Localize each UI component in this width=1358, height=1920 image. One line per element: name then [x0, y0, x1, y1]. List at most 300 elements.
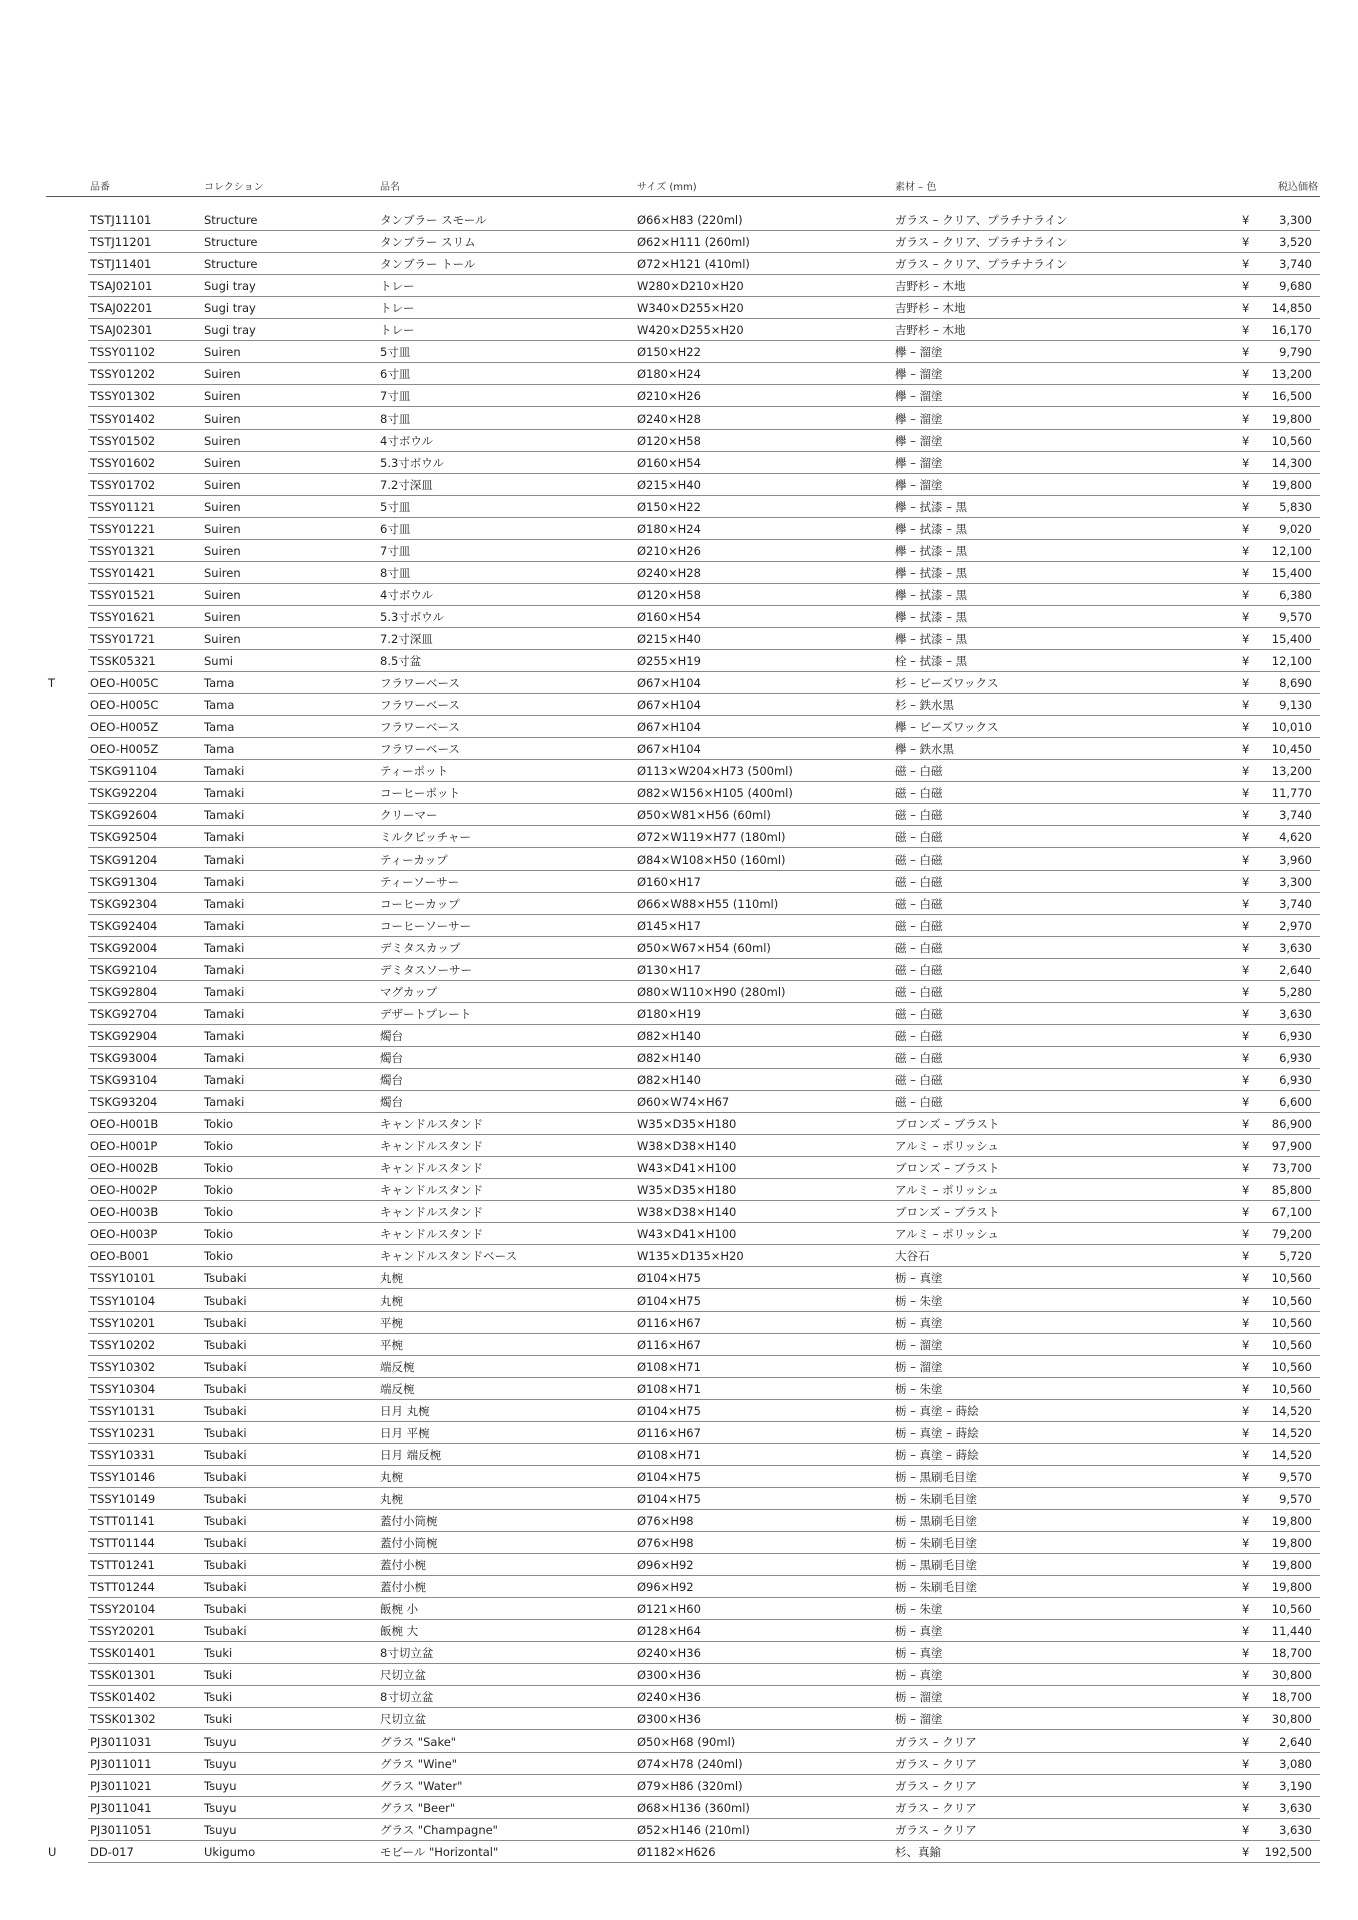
table-row	[46, 959, 1320, 981]
cell-size: Ø130×H17	[637, 962, 701, 977]
currency-symbol: ¥	[1242, 1668, 1250, 1683]
cell-name: 6寸皿	[380, 367, 411, 382]
currency-symbol: ¥	[1242, 1580, 1250, 1595]
cell-material: 磁 – 白磁	[895, 1073, 943, 1087]
cell-collection: Sugi tray	[204, 279, 256, 294]
currency-symbol: ¥	[1242, 1558, 1250, 1572]
cell-name: 4寸ボウル	[380, 587, 433, 602]
cell-name: 蓋付小椀	[380, 1580, 426, 1595]
cell-name: 日月 平椀	[380, 1425, 430, 1440]
cell-price: 97,900	[1271, 1139, 1312, 1154]
cell-price: 5,280	[1279, 984, 1312, 999]
cell-size: Ø67×H104	[637, 698, 701, 713]
table-row	[46, 231, 1320, 253]
cell-material: 栃 – 真塗	[895, 1271, 943, 1286]
cell-price: 10,560	[1271, 433, 1312, 448]
currency-symbol: ¥	[1242, 433, 1250, 448]
cell-code: PJ3011051	[90, 1822, 152, 1837]
cell-material: 欅 – 溜塗	[895, 477, 943, 492]
currency-symbol: ¥	[1242, 455, 1250, 470]
cell-size: Ø108×H71	[637, 1381, 701, 1396]
cell-material: 欅 – 拭漆 – 黒	[895, 632, 968, 646]
cell-size: Ø104×H75	[637, 1491, 701, 1506]
cell-name: キャンドルスタンド	[380, 1183, 484, 1198]
cell-code: TSTT01144	[90, 1536, 155, 1550]
cell-price: 2,640	[1279, 962, 1312, 977]
cell-collection: Tama	[204, 676, 235, 690]
currency-symbol: ¥	[1242, 345, 1250, 360]
cell-name: 平椀	[380, 1315, 403, 1330]
cell-collection: Tsubaki	[204, 1381, 247, 1396]
currency-symbol: ¥	[1242, 1381, 1250, 1396]
cell-collection: Tsubaki	[204, 1580, 247, 1595]
currency-symbol: ¥	[1242, 1822, 1250, 1837]
cell-price: 9,020	[1279, 521, 1312, 536]
cell-price: 6,930	[1279, 1073, 1312, 1087]
table-row	[46, 562, 1320, 584]
cell-size: Ø82×H140	[637, 1028, 701, 1043]
cell-material: 栃 – 黒刷毛目塗	[895, 1558, 978, 1572]
cell-size: Ø150×H22	[637, 345, 701, 360]
cell-size: Ø116×H67	[637, 1337, 701, 1352]
cell-material: 吉野杉 – 木地	[895, 301, 966, 316]
cell-code: TSTJ11401	[90, 257, 152, 272]
currency-symbol: ¥	[1242, 543, 1250, 558]
cell-material: 磁 – 白磁	[895, 918, 943, 933]
cell-code: TSSY10104	[90, 1293, 156, 1308]
cell-price: 10,450	[1271, 742, 1312, 757]
cell-size: Ø240×H36	[637, 1690, 701, 1705]
cell-code: TSSK01301	[90, 1668, 156, 1683]
currency-symbol: ¥	[1242, 720, 1250, 735]
cell-code: TSSY01721	[90, 632, 156, 646]
cell-price: 2,640	[1279, 1734, 1312, 1749]
cell-size: Ø66×W88×H55 (110ml)	[637, 896, 779, 911]
cell-material: 磁 – 白磁	[895, 984, 943, 999]
cell-collection: Tokio	[204, 1117, 233, 1132]
currency-symbol: ¥	[1242, 1447, 1250, 1462]
cell-material: 磁 – 白磁	[895, 830, 943, 845]
cell-collection: Suiren	[204, 565, 241, 580]
cell-code: TSAJ02101	[90, 279, 153, 294]
cell-size: Ø82×W156×H105 (400ml)	[637, 786, 793, 801]
cell-name: 6寸皿	[380, 521, 411, 536]
cell-collection: Tsubaki	[204, 1359, 247, 1374]
currency-symbol: ¥	[1242, 1293, 1250, 1308]
cell-name: 飯椀 大	[380, 1624, 419, 1639]
cell-size: Ø240×H36	[637, 1646, 701, 1661]
cell-material: 杉 – 鉄水黒	[895, 698, 955, 713]
cell-code: DD-017	[90, 1844, 134, 1859]
cell-size: Ø108×H71	[637, 1447, 701, 1462]
table-row	[46, 1201, 1320, 1223]
cell-size: Ø62×H111 (260ml)	[637, 235, 750, 250]
currency-symbol: ¥	[1242, 1095, 1250, 1109]
currency-symbol: ¥	[1242, 940, 1250, 955]
cell-material: 磁 – 白磁	[895, 1028, 943, 1043]
cell-code: TSKG91204	[90, 852, 158, 867]
cell-price: 6,930	[1279, 1028, 1312, 1043]
cell-code: TSSK01402	[90, 1690, 156, 1705]
cell-collection: Tokio	[204, 1249, 233, 1264]
cell-material: 吉野杉 – 木地	[895, 323, 966, 338]
cell-collection: Tamaki	[204, 808, 245, 823]
cell-name: 5寸皿	[380, 345, 411, 360]
cell-collection: Tsubaki	[204, 1447, 247, 1462]
cell-price: 16,170	[1271, 323, 1312, 338]
table-row	[46, 1025, 1320, 1047]
cell-material: 杉、真鍮	[895, 1844, 941, 1859]
cell-collection: Tsubaki	[204, 1602, 247, 1617]
currency-symbol: ¥	[1242, 962, 1250, 977]
currency-symbol: ¥	[1242, 1514, 1250, 1528]
table-row	[46, 1422, 1320, 1444]
cell-price: 3,190	[1279, 1778, 1312, 1793]
currency-symbol: ¥	[1242, 257, 1250, 272]
table-row	[46, 1708, 1320, 1730]
table-row	[46, 1245, 1320, 1267]
cell-collection: Tokio	[204, 1139, 233, 1154]
cell-code: TSKG92504	[90, 830, 158, 845]
cell-name: モビール "Horizontal"	[380, 1844, 499, 1859]
cell-material: 磁 – 白磁	[895, 764, 943, 779]
cell-collection: Suiren	[204, 389, 241, 404]
table-row	[46, 804, 1320, 826]
cell-collection: Tsubaki	[204, 1403, 247, 1418]
cell-code: TSSY10201	[90, 1315, 156, 1330]
cell-code: TSSY01502	[90, 433, 156, 448]
cell-size: Ø67×H104	[637, 742, 701, 757]
cell-material: 磁 – 白磁	[895, 962, 943, 977]
cell-material: ガラス – クリア	[895, 1756, 977, 1771]
cell-name: ミルクピッチャー	[380, 830, 471, 845]
cell-name: 飯椀 小	[380, 1602, 419, 1617]
cell-size: Ø128×H64	[637, 1624, 701, 1639]
cell-code: TSKG92204	[90, 786, 158, 801]
table-row	[46, 1400, 1320, 1422]
cell-code: PJ3011021	[90, 1778, 152, 1793]
cell-code: OEO-H005C	[90, 676, 159, 690]
cell-material: 磁 – 白磁	[895, 1050, 943, 1065]
cell-size: Ø67×H104	[637, 720, 701, 735]
cell-name: 丸椀	[380, 1271, 403, 1286]
cell-size: Ø240×H28	[637, 411, 701, 426]
table-row	[46, 1113, 1320, 1135]
cell-code: TSSY10331	[90, 1447, 156, 1462]
table-row	[46, 1091, 1320, 1113]
cell-size: Ø50×W67×H54 (60ml)	[637, 940, 771, 955]
cell-size: Ø113×W204×H73 (500ml)	[637, 764, 793, 779]
cell-size: Ø52×H146 (210ml)	[637, 1822, 750, 1837]
currency-symbol: ¥	[1242, 1712, 1250, 1727]
table-row	[46, 408, 1320, 430]
cell-material: 欅 – 拭漆 – 黒	[895, 587, 968, 602]
cell-code: TSKG92804	[90, 984, 158, 999]
cell-size: Ø104×H75	[637, 1271, 701, 1286]
cell-name: キャンドルスタンドベース	[380, 1249, 518, 1264]
cell-name: 8寸皿	[380, 565, 411, 580]
cell-size: Ø72×H121 (410ml)	[637, 257, 750, 272]
cell-collection: Tamaki	[204, 1028, 245, 1043]
cell-price: 15,400	[1271, 565, 1312, 580]
cell-size: Ø96×H92	[637, 1580, 694, 1595]
cell-material: 欅 – 溜塗	[895, 455, 943, 470]
cell-collection: Tsubaki	[204, 1536, 247, 1550]
cell-size: Ø120×H58	[637, 587, 701, 602]
cell-code: OEO-H003B	[90, 1205, 159, 1220]
cell-name: デザートプレート	[380, 1006, 472, 1021]
cell-size: Ø104×H75	[637, 1403, 701, 1418]
currency-symbol: ¥	[1242, 1337, 1250, 1352]
table-row	[46, 650, 1320, 672]
cell-collection: Suiren	[204, 477, 241, 492]
table-row	[46, 1179, 1320, 1201]
cell-material: 大谷石	[895, 1249, 930, 1264]
cell-material: ガラス – クリア	[895, 1822, 977, 1837]
cell-code: TSSY10146	[90, 1469, 156, 1484]
cell-name: クリーマー	[380, 808, 438, 823]
cell-collection: Suiren	[204, 587, 241, 602]
cell-collection: Structure	[204, 235, 258, 250]
cell-price: 9,570	[1279, 1469, 1312, 1484]
cell-material: ブロンズ – ブラスト	[895, 1117, 1000, 1132]
table-row	[46, 430, 1320, 452]
cell-collection: Tsuki	[204, 1668, 233, 1683]
cell-size: W135×D135×H20	[637, 1249, 744, 1264]
currency-symbol: ¥	[1242, 279, 1250, 294]
table-row	[46, 1642, 1320, 1664]
currency-symbol: ¥	[1242, 1050, 1250, 1065]
cell-name: ティーソーサー	[380, 874, 460, 889]
cell-name: 端反椀	[380, 1381, 415, 1396]
cell-name: 丸椀	[380, 1491, 403, 1506]
table-row	[46, 253, 1320, 275]
cell-size: Ø67×H104	[637, 676, 701, 690]
currency-symbol: ¥	[1242, 1690, 1250, 1705]
currency-symbol: ¥	[1242, 1646, 1250, 1661]
cell-price: 5,830	[1279, 499, 1312, 514]
cell-price: 14,520	[1271, 1425, 1312, 1440]
cell-price: 3,630	[1279, 940, 1312, 955]
cell-material: 磁 – 白磁	[895, 1006, 943, 1021]
cell-name: デミタスソーサー	[380, 962, 472, 977]
cell-name: 蓋付小筒椀	[380, 1536, 438, 1550]
table-row	[46, 496, 1320, 518]
table-row	[46, 297, 1320, 319]
currency-symbol: ¥	[1242, 1491, 1250, 1506]
cell-collection: Tamaki	[204, 984, 245, 999]
table-row	[46, 1510, 1320, 1532]
cell-price: 9,790	[1279, 345, 1312, 360]
cell-code: TSTJ11101	[90, 213, 152, 227]
table-row	[46, 518, 1320, 540]
cell-code: TSKG92704	[90, 1006, 158, 1021]
currency-symbol: ¥	[1242, 1403, 1250, 1418]
cell-size: Ø60×W74×H67	[637, 1095, 730, 1109]
cell-code: TSSY10231	[90, 1425, 156, 1440]
cell-price: 73,700	[1271, 1161, 1312, 1176]
cell-material: 欅 – 溜塗	[895, 411, 943, 426]
cell-price: 14,520	[1271, 1447, 1312, 1462]
currency-symbol: ¥	[1242, 1800, 1250, 1815]
cell-material: 栃 – 朱刷毛目塗	[895, 1536, 978, 1550]
table-row	[46, 849, 1320, 871]
cell-code: TSKG91104	[90, 764, 158, 779]
cell-price: 19,800	[1271, 411, 1312, 426]
cell-size: W38×D38×H140	[637, 1205, 737, 1220]
cell-collection: Tamaki	[204, 852, 245, 867]
table-row	[46, 672, 1320, 694]
cell-name: 燭台	[380, 1095, 403, 1109]
currency-symbol: ¥	[1242, 874, 1250, 889]
cell-material: 栃 – 溜塗	[895, 1337, 943, 1352]
cell-material: ガラス – クリア	[895, 1778, 977, 1793]
table-row	[46, 1576, 1320, 1598]
cell-price: 13,200	[1271, 764, 1312, 779]
cell-price: 3,630	[1279, 1800, 1312, 1815]
cell-collection: Tsubaki	[204, 1491, 247, 1506]
cell-code: TSAJ02201	[90, 301, 153, 316]
currency-symbol: ¥	[1242, 411, 1250, 426]
cell-collection: Tokio	[204, 1161, 233, 1176]
currency-symbol: ¥	[1242, 852, 1250, 867]
cell-material: 欅 – 鉄水黒	[895, 742, 955, 757]
cell-material: 欅 – 拭漆 – 黒	[895, 565, 968, 580]
cell-material: 栃 – 真塗	[895, 1624, 943, 1639]
cell-material: ガラス – クリア	[895, 1734, 977, 1749]
currency-symbol: ¥	[1242, 654, 1250, 668]
cell-material: 栃 – 真塗	[895, 1646, 943, 1661]
cell-material: 磁 – 白磁	[895, 852, 943, 867]
cell-price: 3,080	[1279, 1756, 1312, 1771]
currency-symbol: ¥	[1242, 632, 1250, 646]
table-row	[46, 1664, 1320, 1686]
cell-name: 8寸切立盆	[380, 1646, 434, 1661]
cell-size: Ø116×H67	[637, 1425, 701, 1440]
cell-material: 吉野杉 – 木地	[895, 279, 966, 294]
cell-price: 3,300	[1279, 874, 1312, 889]
cell-collection: Tsubaki	[204, 1624, 247, 1639]
cell-size: Ø116×H67	[637, 1315, 701, 1330]
table-row	[46, 1488, 1320, 1510]
table-row	[46, 1686, 1320, 1708]
cell-collection: Tama	[204, 720, 235, 735]
cell-price: 6,930	[1279, 1050, 1312, 1065]
cell-material: 栃 – 朱塗	[895, 1602, 943, 1617]
currency-symbol: ¥	[1242, 1756, 1250, 1771]
cell-price: 6,380	[1279, 587, 1312, 602]
cell-material: 欅 – 拭漆 – 黒	[895, 543, 968, 558]
table-row	[46, 1620, 1320, 1642]
cell-material: ガラス – クリア	[895, 1800, 977, 1815]
cell-size: Ø84×W108×H50 (160ml)	[637, 852, 786, 867]
cell-price: 86,900	[1271, 1117, 1312, 1132]
table-header	[46, 176, 1320, 197]
cell-collection: Suiren	[204, 433, 241, 448]
cell-price: 3,740	[1279, 808, 1312, 823]
cell-code: TSSK01302	[90, 1712, 156, 1727]
table-row	[46, 1047, 1320, 1069]
cell-material: 栃 – 溜塗	[895, 1359, 943, 1374]
cell-price: 9,570	[1279, 609, 1312, 624]
cell-name: タンブラー スリム	[380, 235, 476, 250]
cell-code: OEO-B001	[90, 1249, 150, 1264]
cell-price: 10,560	[1271, 1602, 1312, 1617]
cell-code: TSSY01602	[90, 455, 156, 470]
cell-material: 杉 – ビーズワックス	[895, 676, 999, 690]
cell-collection: Tsuyu	[204, 1756, 237, 1771]
cell-collection: Tamaki	[204, 764, 245, 779]
cell-collection: Tsubaki	[204, 1293, 247, 1308]
cell-size: Ø50×H68 (90ml)	[637, 1734, 736, 1749]
cell-collection: Tamaki	[204, 1006, 245, 1021]
cell-collection: Tama	[204, 698, 235, 713]
cell-code: TSSY20201	[90, 1624, 156, 1639]
cell-code: TSSY01102	[90, 345, 156, 360]
cell-code: TSSY20104	[90, 1602, 156, 1617]
table-row	[46, 694, 1320, 716]
cell-price: 14,520	[1271, 1403, 1312, 1418]
currency-symbol: ¥	[1242, 1469, 1250, 1484]
cell-name: グラス "Wine"	[380, 1756, 458, 1771]
table-row	[46, 915, 1320, 937]
cell-collection: Tamaki	[204, 1095, 245, 1109]
cell-name: グラス "Beer"	[380, 1800, 456, 1815]
currency-symbol: ¥	[1242, 1844, 1250, 1859]
cell-price: 3,630	[1279, 1006, 1312, 1021]
table-row	[46, 1841, 1320, 1863]
currency-symbol: ¥	[1242, 698, 1250, 713]
cell-material: 欅 – 拭漆 – 黒	[895, 499, 968, 514]
cell-price: 9,680	[1279, 279, 1312, 294]
cell-price: 12,100	[1271, 654, 1312, 668]
cell-material: 磁 – 白磁	[895, 786, 943, 801]
cell-size: Ø104×H75	[637, 1293, 701, 1308]
cell-collection: Tsuyu	[204, 1734, 237, 1749]
cell-price: 192,500	[1264, 1844, 1312, 1859]
cell-name: 燭台	[380, 1028, 403, 1043]
cell-name: 尺切立盆	[380, 1712, 426, 1727]
cell-name: ティーポット	[380, 764, 449, 779]
cell-material: 栃 – 黒刷毛目塗	[895, 1514, 978, 1528]
cell-collection: Suiren	[204, 367, 241, 382]
cell-code: OEO-H001P	[90, 1139, 158, 1154]
cell-name: 丸椀	[380, 1293, 403, 1308]
table-row	[46, 981, 1320, 1003]
cell-material: ブロンズ – ブラスト	[895, 1205, 1000, 1220]
cell-collection: Tamaki	[204, 1050, 245, 1065]
cell-name: 蓋付小筒椀	[380, 1514, 438, 1528]
cell-code: TSSY01202	[90, 367, 156, 382]
cell-collection: Tokio	[204, 1205, 233, 1220]
cell-code: TSSK05321	[90, 654, 156, 668]
cell-name: 8.5寸盆	[380, 654, 422, 668]
table-row	[46, 1267, 1320, 1289]
cell-material: 欅 – 拭漆 – 黒	[895, 521, 968, 536]
cell-name: トレー	[380, 301, 415, 316]
currency-symbol: ¥	[1242, 984, 1250, 999]
cell-price: 3,300	[1279, 213, 1312, 227]
cell-collection: Structure	[204, 257, 258, 272]
table-row	[46, 738, 1320, 760]
cell-collection: Tsuyu	[204, 1822, 237, 1837]
cell-name: コーヒーソーサー	[380, 918, 472, 933]
currency-symbol: ¥	[1242, 235, 1250, 250]
currency-symbol: ¥	[1242, 1161, 1250, 1176]
cell-code: OEO-H003P	[90, 1227, 158, 1242]
cell-price: 10,560	[1271, 1359, 1312, 1374]
cell-collection: Tama	[204, 742, 235, 757]
